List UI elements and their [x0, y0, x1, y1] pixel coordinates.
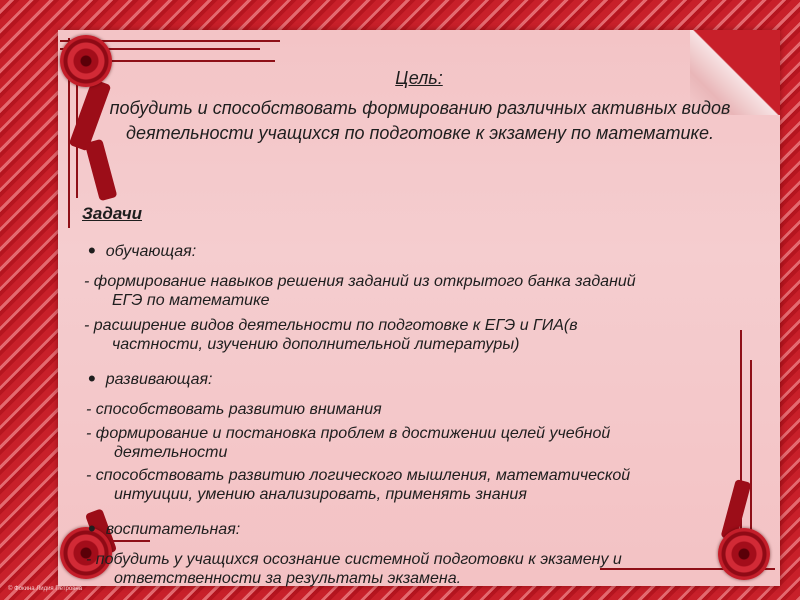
list-item: - побудить у учащихся осознание системной подготовки к экзамену и ответственности за результаты экзамена. — [86, 551, 622, 587]
list-item: - формирование и постановка проблем в достижении целей учебной деятельности — [86, 425, 611, 461]
list-item: - способствовать развитию логического мышления, математической интуиции, умению анализировать, применять знания — [86, 467, 631, 503]
list-item: - способствовать развитию внимания — [86, 401, 382, 418]
goal-body: побудить и способствовать формированию различных активных видов деятельности учащихся по подготовке к экзамену по математике. — [109, 98, 731, 143]
frame-line — [100, 60, 275, 62]
footer-credit: © Фокина Лидия Петровна — [8, 586, 83, 592]
task-group-label: • воспитательная: — [88, 516, 241, 541]
goal-title: Цель: — [395, 68, 443, 88]
tasks-title: Задачи — [82, 204, 142, 223]
task-group-label: • обучающая: — [88, 238, 197, 263]
flower-ornament-icon — [718, 528, 770, 580]
bullet-icon: • — [88, 238, 96, 263]
list-item: - формирование навыков решения заданий из открытого банка заданий ЕГЭ по математике — [84, 273, 636, 309]
bullet-icon: • — [88, 366, 96, 391]
list-item: - расширение видов деятельности по подготовке к ЕГЭ и ГИА(в частности, изучению дополнительной литературы) — [84, 317, 578, 353]
task-group-label: • развивающая: — [88, 366, 213, 391]
bullet-icon: • — [88, 516, 96, 541]
